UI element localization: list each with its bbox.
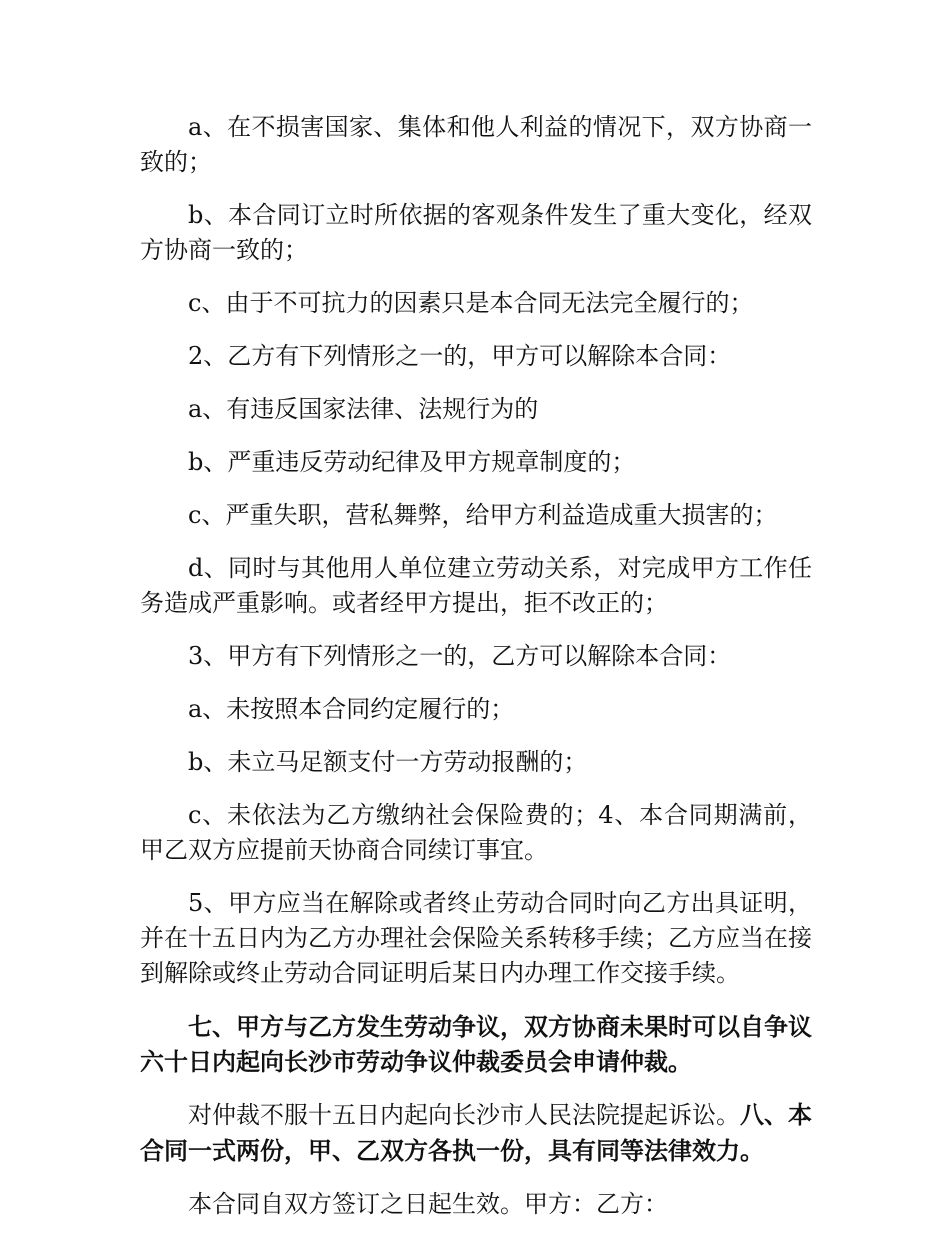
section-8-paragraph [140,1097,812,1169]
clause-b-conditions-changed: b、本合同订立时所依据的客观条件发生了重大变化，经双方协商一致的； [140,201,812,264]
clause-c-force-majeure: c、由于不可抗力的因素只是本合同无法完全履行的； [188,289,754,317]
clause-2b-discipline-violation: b、严重违反劳动纪律及甲方规章制度的； [188,448,636,476]
clause-2-party-a-termination: 2、乙方有下列情形之一的，甲方可以解除本合同： [188,342,732,370]
clause-3-party-b-termination: 3、甲方有下列情形之一的，乙方可以解除本合同： [188,642,732,670]
document-page [140,110,812,1240]
clause-5-certificate: 5、甲方应当在解除或者终止劳动合同时向乙方出具证明，并在十五日内为乙方办理社会保险关系转移手续；乙方应当在接到解除或终止劳动合同证明后某日内办理工作交接手续。 [140,889,812,987]
clause-3a-contract-breach: a、未按照本合同约定履行的； [188,695,515,723]
clause-2a-law-violation: a、有违反国家法律、法规行为的 [188,395,539,423]
clause-2d-other-employment: d、同时与其他用人单位建立劳动关系，对完成甲方工作任务造成严重影响。或者经甲方提出，拒不改正的； [140,554,812,617]
section-7-labor-dispute: 七、甲方与乙方发生劳动争议，双方协商未果时可以自争议六十日内起向长沙市劳动争议仲裁委员会申请仲裁。 [140,1012,812,1076]
clause-3c-social-insurance: c、未依法为乙方缴纳社会保险费的；4、本合同期满前，甲乙双方应提前天协商合同续订事宜。 [140,801,812,864]
clause-3b-unpaid-wages: b、未立马足额支付一方劳动报酬的； [188,748,588,776]
clause-a-mutual-agreement: a、在不损害国家、集体和他人利益的情况下，双方协商一致的； [140,113,812,176]
clause-2c-misconduct: c、严重失职，营私舞弊，给甲方利益造成重大损害的； [188,501,778,529]
effective-signature-line: 本合同自双方签订之日起生效。甲方：乙方： [188,1190,668,1218]
section-8-copies: 八、本合同一式两份，甲、乙双方各执一份，具有同等法律效力。 [140,1100,812,1165]
litigation-text: 对仲裁不服十五日内起向长沙市人民法院提起诉讼。 [188,1101,740,1129]
